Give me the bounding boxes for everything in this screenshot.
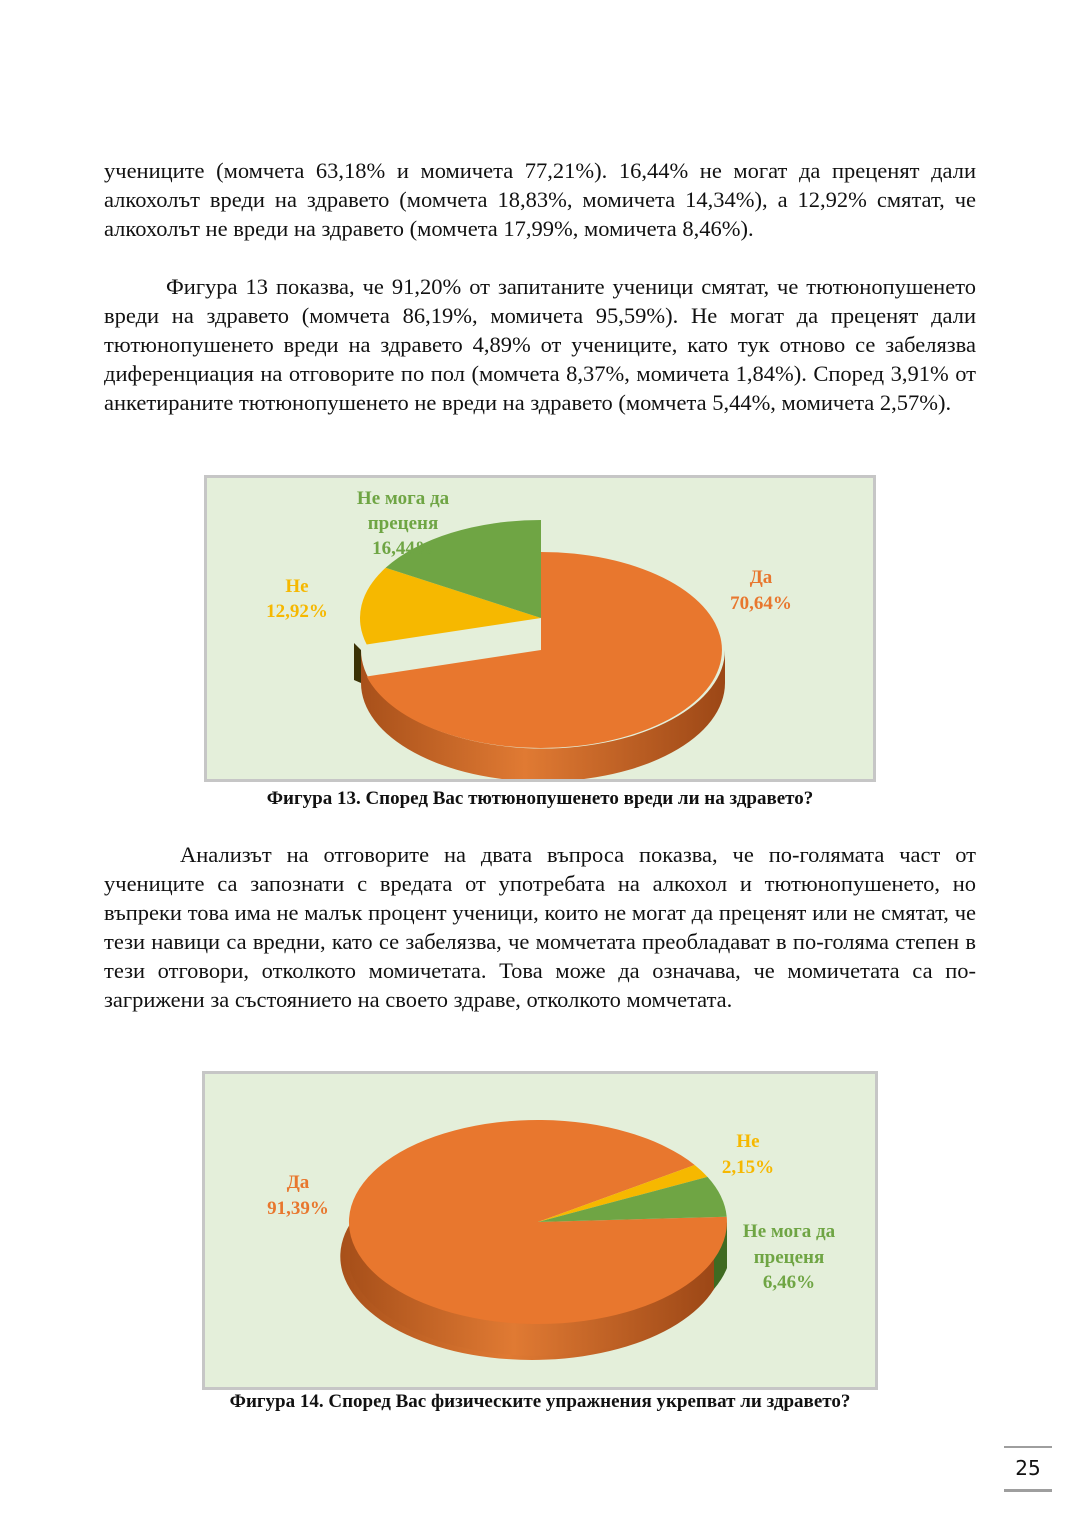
label-no: Не	[736, 1131, 760, 1152]
label-unsure-line2: преценя	[753, 1247, 825, 1268]
paragraph-1: учениците (момчета 63,18% и момичета 77,21%). 16,44% не могат да преценят дали алкохолът вреди на здравето (момчета 18,83%, момичета 14,34%), а 12,92% смятат, че алкохолът не вреди на здравето (момчета 17,99%, момичета 8,46%).	[104, 158, 976, 241]
figure-14-chart	[202, 1071, 878, 1390]
label-yes-value: 70,64%	[730, 593, 792, 614]
label-unsure-value: 16,44%	[372, 538, 434, 559]
label-unsure-line1: Не мога да	[742, 1221, 836, 1242]
paragraph-2: Фигура 13 показва, че 91,20% от запитаните ученици смятат, че тютюнопушенето вреди на здравето (момчета 86,19%, момичета 95,59%). Не могат да преценят дали тютюнопушенето вреди на здравето 4,89% от учениците, като тук отново се забелязва диференциация на отговорите по пол (момчета 8,37%, момичета 1,84%). Според 3,91% от анкетираните тютюнопушенето не вреди на здравето (момчета 5,44%, момичета 2,57%).	[104, 274, 976, 415]
label-yes-value: 91,39%	[267, 1198, 329, 1219]
pie-side-no	[354, 643, 361, 683]
label-yes: Да	[286, 1172, 310, 1193]
figure-14-caption: Фигура 14. Според Вас физическите упражнения укрепват ли здравето?	[229, 1391, 851, 1412]
label-no-value: 2,15%	[721, 1157, 775, 1178]
page-number: 25	[1004, 1446, 1052, 1492]
figure-13-chart	[204, 475, 876, 782]
paragraph-3: Анализът на отговорите на двата въпроса показва, че по-голямата част от учениците са запознати с вредата от употребата на алкохол и тютюнопушенето, но въпреки това има не малък процент ученици, които не могат да преценят или не смятат, че тези навици са вредни, като се забелязва, че момчетата преобладават в по-голяма степен в тези отговори, отколкото момичетата. Това може да означава, че момичетата са по-загрижени за състоянието на своето здраве, отколкото момчетата.	[104, 842, 976, 1012]
label-unsure-value: 6,46%	[762, 1272, 816, 1293]
pie-slice-yes	[349, 1120, 727, 1324]
label-unsure-line2: преценя	[367, 513, 439, 534]
label-no-value: 12,92%	[266, 601, 328, 622]
label-unsure-line1: Не мога да	[356, 488, 450, 509]
figure-13-caption: Фигура 13. Според Вас тютюнопушенето вреди ли на здравето?	[266, 788, 814, 809]
label-yes: Да	[749, 567, 773, 588]
label-no: Не	[285, 576, 309, 597]
